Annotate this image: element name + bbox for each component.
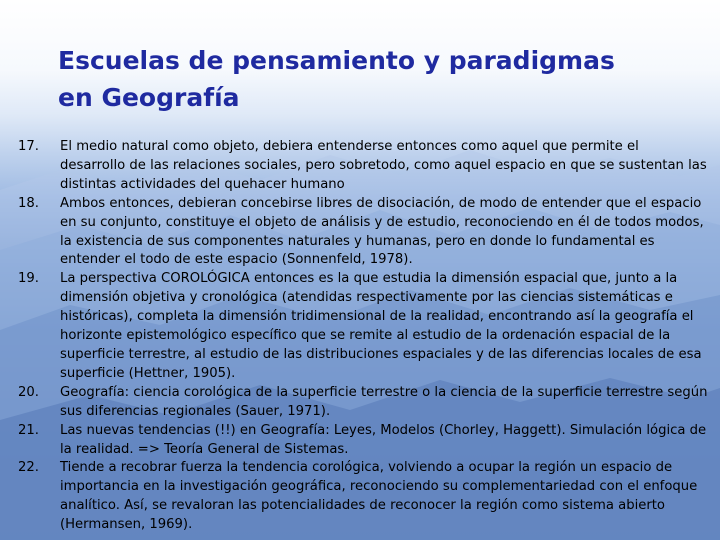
item-text: Geografía: ciencia corológica de la superficie terrestre o la ciencia de la superficie terrestre según sus diferencias regionales (Sauer, 1971). xyxy=(60,384,708,419)
title-line-2: en Geografía xyxy=(58,83,240,112)
item-text: El medio natural como objeto, debiera entenderse entonces como aquel que permite el desarrollo de las relaciones sociales, pero sobretodo, como aquel espacio en que se sustentan las distintas actividades del quehacer humano xyxy=(60,139,707,192)
list-item xyxy=(18,138,708,195)
list-item xyxy=(18,459,708,535)
list-item xyxy=(18,195,708,271)
item-text: La perspectiva COROLÓGICA entonces es la que estudia la dimensión espacial que, junto a la dimensión objetiva y cronológica (atendidas respectivamente por las ciencias sistemáticas e históricas), completa la dimensión tridimensional de la realidad, encontrando así la geografía el horizonte epistemológico específico que se remite al estudio de la ordenación espacial de la superficie terrestre, al estudio de las distribuciones espaciales y de las diferencias locales de esa superficie (Hettner, 1905). xyxy=(60,271,702,381)
item-text: Ambos entonces, debieran concebirse libres de disociación, de modo de entender que el espacio en su conjunto, constituye el objeto de análisis y de estudio, reconociendo en él de todos modos, la existencia de sus componentes naturales y humanas, pero en donde lo fundamental es entender el todo de este espacio (Sonnenfeld, 1978). xyxy=(60,195,704,268)
title-line-1: Escuelas de pensamiento y paradigmas xyxy=(58,46,615,75)
item-number: 17. xyxy=(18,139,39,154)
numbered-list xyxy=(18,138,708,535)
item-number: 22. xyxy=(18,460,39,476)
list-item xyxy=(18,384,708,422)
slide-title xyxy=(58,42,708,116)
item-number: 20. xyxy=(18,384,39,400)
item-text: Las nuevas tendencias (!!) en Geografía: Leyes, Modelos (Chorley, Haggett). Simulación lógica de la realidad. => Teoría General de Sistemas. xyxy=(60,422,707,457)
item-text: Tiende a recobrar fuerza la tendencia corológica, volviendo a ocupar la región un espacio de importancia en la investigación geográfica, reconociendo su complementariedad con el enfoque analítico. Así, se revaloran las potencialidades de reconocer la región como sistema abierto (Hermansen, 1969). xyxy=(60,460,698,533)
item-number: 21. xyxy=(18,422,39,438)
item-number: 19. xyxy=(18,271,39,287)
list-item xyxy=(18,422,708,460)
list-item xyxy=(18,270,708,383)
item-number: 18. xyxy=(18,195,39,211)
